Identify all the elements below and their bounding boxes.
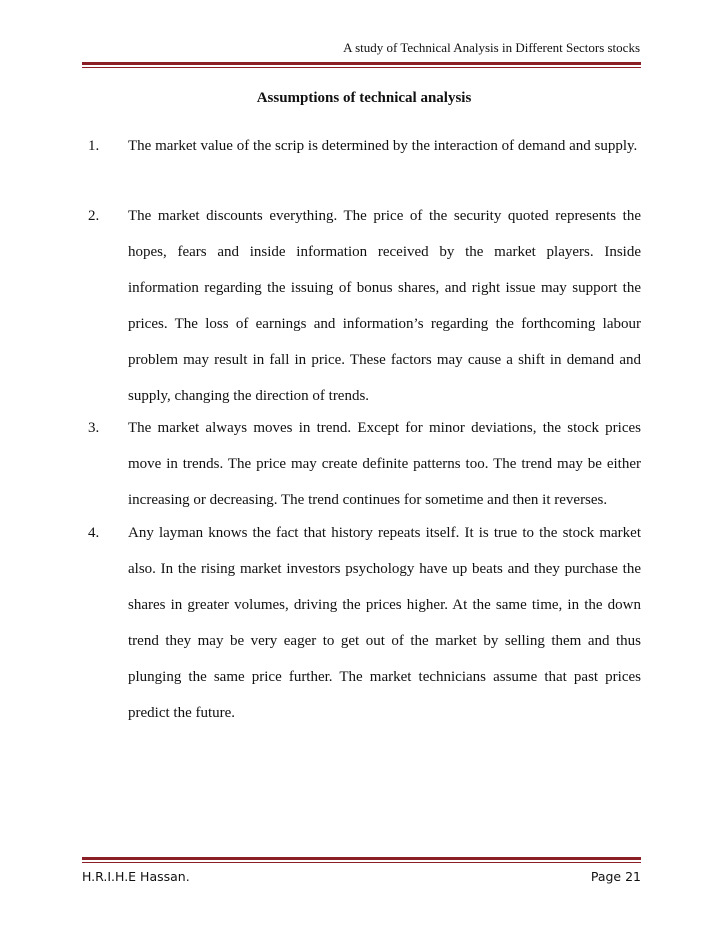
list-item xyxy=(88,410,641,518)
list-item-text: Any layman knows the fact that history repeats itself. It is true to the stock market also. In the rising market investors psychology have up beats and they purchase the shares in greater volumes, driving the prices higher. At the same time, in the down trend they may be very eager to get out of the market by selling them and thus plunging the same price further. The market technicians assume that past prices predict the future. xyxy=(128,525,641,721)
running-header: A study of Technical Analysis in Different Sectors stocks xyxy=(343,40,640,55)
list-item-text: The market discounts everything. The price of the security quoted represents the hopes, fears and inside information received by the market players. Inside information regarding the issuing of bonus shares, and right issue may support the prices. The loss of earnings and information’s regarding the forthcoming labour problem may result in fall in price. These factors may cause a shift in demand and supply, changing the direction of trends. xyxy=(128,208,641,404)
header-rule-thin xyxy=(82,67,641,68)
footer-rule-thin xyxy=(82,862,641,863)
footer-author: H.R.I.H.E Hassan. xyxy=(82,869,190,884)
list-item-text: The market always moves in trend. Except for minor deviations, the stock prices move in trends. The price may create definite patterns too. The trend may be either increasing or decreasing. The trend continues for sometime and then it reverses. xyxy=(128,420,641,508)
header-rule xyxy=(82,62,641,65)
list-item-number: 1. xyxy=(88,138,100,154)
list-item xyxy=(88,198,641,414)
page-number: Page 21 xyxy=(590,869,641,884)
list-item-number: 2. xyxy=(88,208,100,224)
list-item xyxy=(88,515,641,731)
footer-rule xyxy=(82,857,641,860)
list-item-text: The market value of the scrip is determined by the interaction of demand and supply. xyxy=(128,138,638,154)
list-item-number: 3. xyxy=(88,420,100,436)
list-item-number: 4. xyxy=(88,525,100,541)
list-item xyxy=(88,128,641,164)
section-title: Assumptions of technical analysis xyxy=(256,90,472,106)
